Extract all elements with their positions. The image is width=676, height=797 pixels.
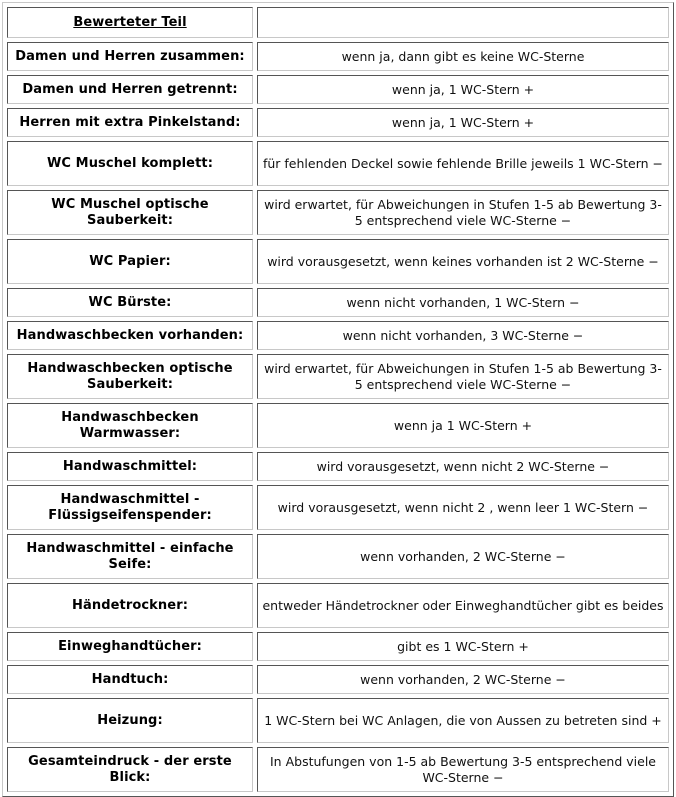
row-value: wird vorausgesetzt, wenn keines vorhanden ist 2 WC-Sterne − — [257, 239, 669, 284]
row-value: wenn nicht vorhanden, 3 WC-Sterne − — [257, 321, 669, 350]
row-label: Herren mit extra Pinkelstand: — [7, 108, 253, 137]
row-label: Handwaschmittel: — [7, 452, 253, 481]
row-value: In Abstufungen von 1-5 ab Bewertung 3-5 entsprechend viele WC-Sterne − — [257, 747, 669, 792]
row-value: gibt es 1 WC-Stern + — [257, 632, 669, 661]
row-label: WC Muschel optische Sauberkeit: — [7, 190, 253, 235]
row-label: Einweghandtücher: — [7, 632, 253, 661]
row-label: Handwaschbecken optische Sauberkeit: — [7, 354, 253, 399]
row-label: Handtuch: — [7, 665, 253, 694]
table-header-row — [7, 7, 669, 38]
row-value: wird erwartet, für Abweichungen in Stufen 1-5 ab Bewertung 3-5 entsprechend viele WC-Sterne − — [257, 354, 669, 399]
row-value: wenn ja 1 WC-Stern + — [257, 403, 669, 448]
table-row — [7, 75, 669, 104]
row-value: entweder Händetrockner oder Einweghandtücher gibt es beides — [257, 583, 669, 628]
row-value: wenn nicht vorhanden, 1 WC-Stern − — [257, 288, 669, 317]
table-row — [7, 632, 669, 661]
table-row — [7, 141, 669, 186]
row-value: wenn vorhanden, 2 WC-Sterne − — [257, 534, 669, 579]
header-value — [257, 7, 669, 38]
table-row — [7, 698, 669, 743]
table-row — [7, 403, 669, 448]
rating-table — [2, 2, 674, 797]
row-value: 1 WC-Stern bei WC Anlagen, die von Aussen zu betreten sind + — [257, 698, 669, 743]
row-value: wird erwartet, für Abweichungen in Stufen 1-5 ab Bewertung 3-5 entsprechend viele WC-Sterne − — [257, 190, 669, 235]
table-row — [7, 485, 669, 530]
table-row — [7, 190, 669, 235]
row-label: Handwaschmittel - Flüssigseifenspender: — [7, 485, 253, 530]
table-row — [7, 583, 669, 628]
header-label: Bewerteter Teil — [7, 7, 253, 38]
row-value: wenn ja, dann gibt es keine WC-Sterne — [257, 42, 669, 71]
row-label: Handwaschbecken Warmwasser: — [7, 403, 253, 448]
table-row — [7, 42, 669, 71]
row-value: wird vorausgesetzt, wenn nicht 2 WC-Sterne − — [257, 452, 669, 481]
row-value: wenn vorhanden, 2 WC-Sterne − — [257, 665, 669, 694]
row-label: WC Muschel komplett: — [7, 141, 253, 186]
row-label: WC Papier: — [7, 239, 253, 284]
row-label: Damen und Herren getrennt: — [7, 75, 253, 104]
row-label: Händetrockner: — [7, 583, 253, 628]
row-value: wird vorausgesetzt, wenn nicht 2 , wenn leer 1 WC-Stern − — [257, 485, 669, 530]
table-row — [7, 288, 669, 317]
row-label: Handwaschmittel - einfache Seife: — [7, 534, 253, 579]
table-row — [7, 108, 669, 137]
table-row — [7, 354, 669, 399]
table-row — [7, 534, 669, 579]
table-row — [7, 452, 669, 481]
row-value: für fehlenden Deckel sowie fehlende Brille jeweils 1 WC-Stern − — [257, 141, 669, 186]
table-row — [7, 321, 669, 350]
row-label: WC Bürste: — [7, 288, 253, 317]
row-value: wenn ja, 1 WC-Stern + — [257, 75, 669, 104]
row-label: Heizung: — [7, 698, 253, 743]
row-label: Damen und Herren zusammen: — [7, 42, 253, 71]
table-row — [7, 239, 669, 284]
row-value: wenn ja, 1 WC-Stern + — [257, 108, 669, 137]
row-label: Handwaschbecken vorhanden: — [7, 321, 253, 350]
table-row — [7, 665, 669, 694]
row-label: Gesamteindruck - der erste Blick: — [7, 747, 253, 792]
table-row — [7, 747, 669, 792]
